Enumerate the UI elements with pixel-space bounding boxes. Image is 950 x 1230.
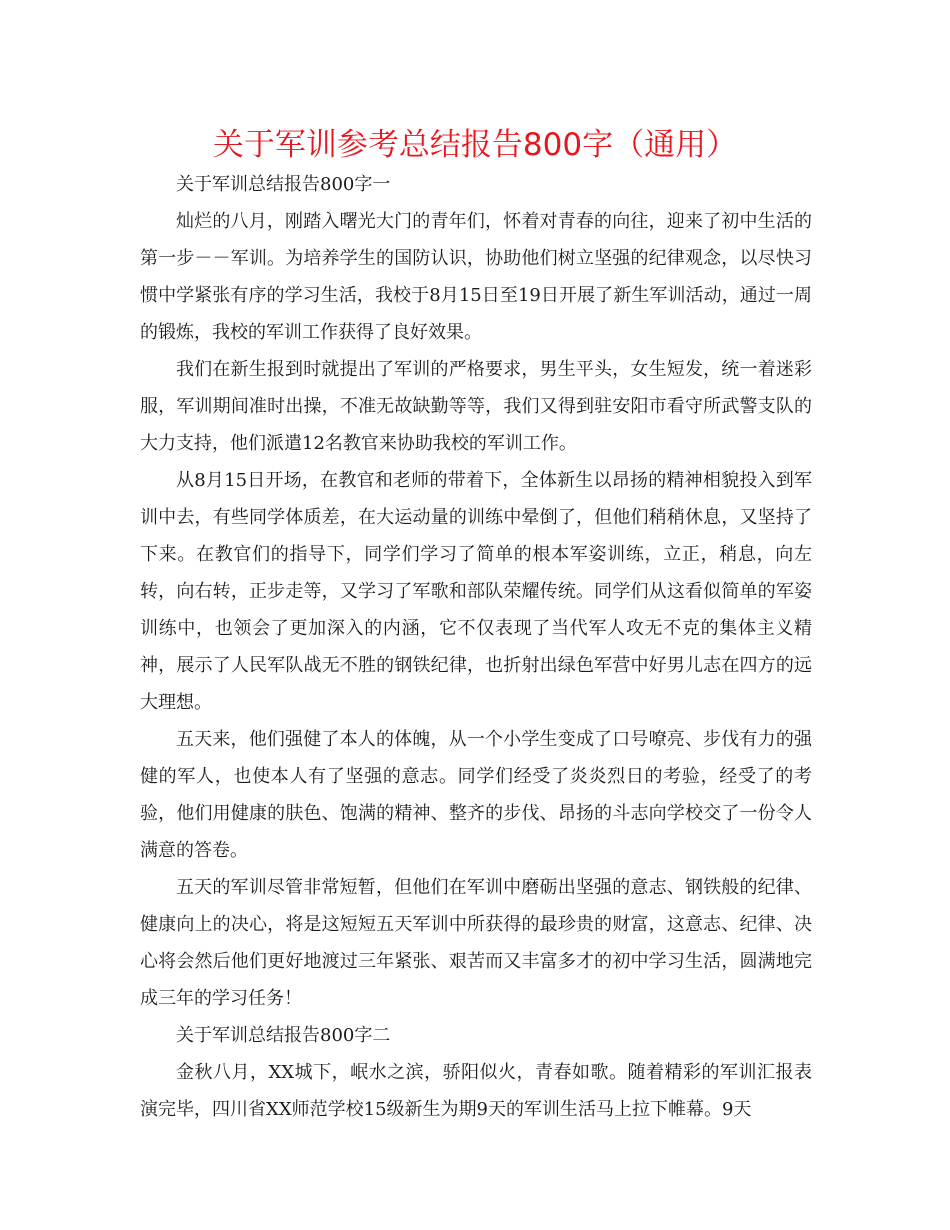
paragraph: 五天的军训尽管非常短暂，但他们在军训中磨砺出坚强的意志、钢铁般的纪律、健康向上的决心，将是这短短五天军训中所获得的最珍贵的财富，这意志、纪律、决心将会然后他们更好地渡过三年紧张、艰苦而又丰富多才的初中学习生活，圆满地完成三年的学习任务！ [140,877,812,1009]
paragraph: 我们在新生报到时就提出了军训的严格要求，男生平头，女生短发，统一着迷彩服，军训期间准时出操，不准无故缺勤等等，我们又得到驻安阳市看守所武警支队的大力支持，他们派遣12名教官来协助我校的军训工作。 [140,359,812,454]
paragraph: 五天来，他们强健了本人的体魄，从一个小学生变成了口号嘹亮、步伐有力的强健的军人，也使本人有了坚强的意志。同学们经受了炎炎烈日的考验，经受了的考验，他们用健康的肤色、饱满的精神、整齐的步伐、昂扬的斗志向学校交了一份令人满意的答卷。 [140,729,812,861]
paragraph: 金秋八月，XX城下，岷水之滨，骄阳似火，青春如歌。随着精彩的军训汇报表演完毕，四川省XX师范学校15级新生为期9天的军训生活马上拉下帷幕。9天 [140,1062,812,1120]
paragraph: 灿烂的八月，刚踏入曙光大门的青年们，怀着对青春的向往，迎来了初中生活的第一步－－军训。为培养学生的国防认识，协助他们树立坚强的纪律观念，以尽快习惯中学紧张有序的学习生活，我校于8月15日至19日开展了新生军训活动，通过一周的锻炼，我校的军训工作获得了良好效果。 [140,211,812,343]
paragraph: 从8月15日开场，在教官和老师的带着下，全体新生以昂扬的精神相貌投入到军训中去，有些同学体质差，在大运动量的训练中晕倒了，但他们稍稍休息，又坚持了下来。在教官们的指导下，同学们学习了简单的根本军姿训练，立正，稍息，向左转，向右转，正步走等，又学习了军歌和部队荣耀传统。同学们从这看似简单的军姿训练中，也领会了更加深入的内涵，它不仅表现了当代军人攻无不克的集体主义精神，展示了人民军队战无不胜的钢铁纪律，也折射出绿色军营中好男儿志在四方的远大理想。 [140,470,812,713]
document-body [140,166,812,1128]
document-title: 关于军训参考总结报告800字（通用） [212,127,738,163]
section-heading-one: 关于军训总结报告800字一 [176,174,391,195]
section-heading-two: 关于军训总结报告800字二 [176,1025,391,1046]
